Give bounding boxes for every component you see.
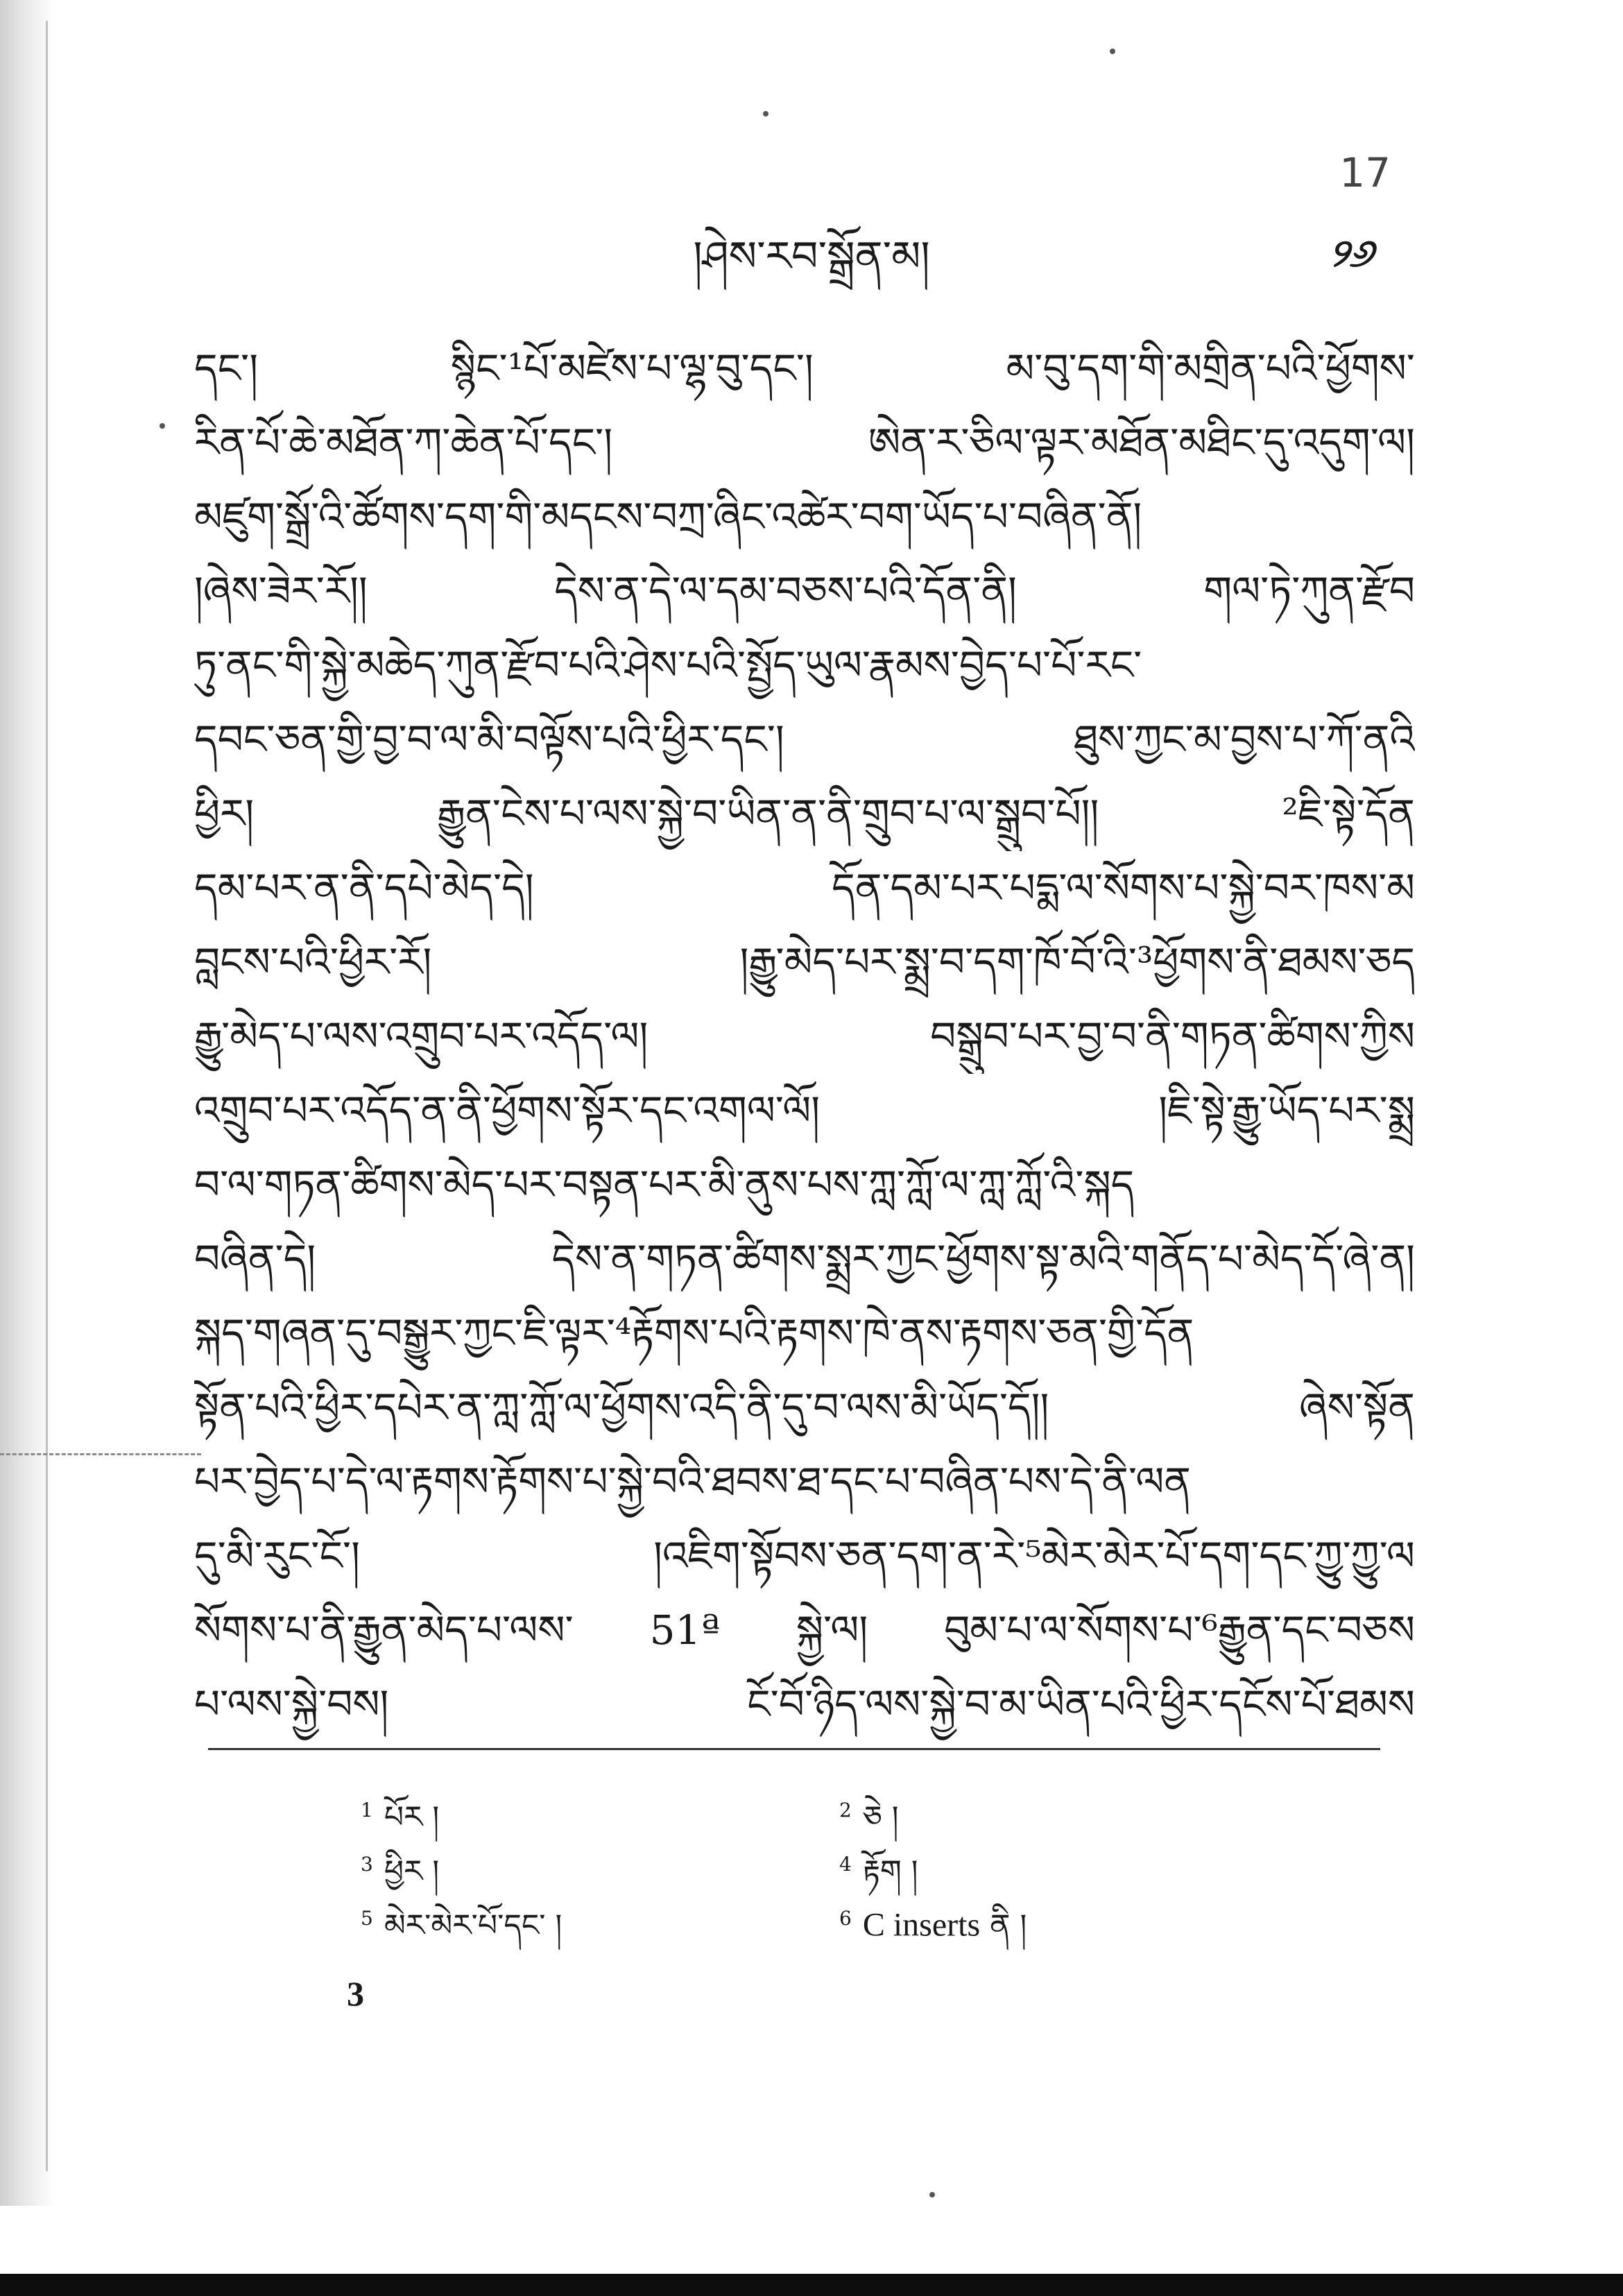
footnote-marker: 6 bbox=[839, 1907, 852, 1930]
footnote-text: ཕྱིར ། bbox=[384, 1853, 440, 1890]
text-line: པ་ལས་སྐྱེ་བས། ངོ་བོ་ཉིད་ལས་སྐྱེ་བ་མ་ཡིན་པའི་ཕྱིར་དངོས་པོ་ཐམས bbox=[194, 1681, 1415, 1728]
footnotes bbox=[361, 1783, 1401, 1949]
text-line: པར་བྱེད་པ་དེ་ལ་རྟགས་རྟོགས་པ་སྐྱེ་བའི་ཐབས་ཐ་དང་པ་བཞིན་པས་དེ་ནི་ལན bbox=[194, 1458, 1191, 1505]
text-line: རྒྱུ་མེད་པ་ལས་འགྲུབ་པར་འདོད་ལ། བསྒྲུབ་པར་བྱ་བ་ནི་གཏན་ཚིགས་ཀྱིས bbox=[194, 1013, 1415, 1060]
text-line: ཏུ་ནང་གི་སྐྱེ་མཆེད་ཀུན་རྫོབ་པའི་ཤེས་པའི་སྤྱོད་ཡུལ་རྣམས་བྱེད་པ་པོ་རང་ bbox=[194, 642, 1142, 689]
text-line: འགྲུབ་པར་འདོད་ན་ནི་ཕྱོགས་སྟོར་དང་འགལ་ལོ། །ཇི་སྟེ་རྒྱུ་ཡོད་པར་སྨྲ bbox=[194, 1087, 1415, 1134]
scan-speck bbox=[929, 2192, 935, 2198]
footnote-text: མེར་མེར་པོ་དང་ ། bbox=[384, 1908, 563, 1944]
footnote-marker: 5 bbox=[361, 1907, 373, 1930]
scan-speck bbox=[763, 111, 768, 117]
text-line: རིན་པོ་ཆེ་མཐོན་ཀ་ཆེན་པོ་དང་། ཨེན་ར་ཅིལ་ལྟར་མཐོན་མཐིང་དུ་འདུག་ལ། bbox=[194, 419, 1415, 466]
text-line: བཞིན་དེ། དེས་ན་གཏན་ཚིགས་སྨྲར་ཀྱང་ཕྱོགས་སྟ་མའི་གནོད་པ་མེད་དོ་ཞེ་ན། bbox=[194, 1235, 1415, 1283]
footnote-marker: 2 bbox=[839, 1799, 852, 1822]
text-line: དབང་ཅན་གྱི་བྱ་བ་ལ་མི་བལྟོས་པའི་ཕྱིར་དང་། ཐུས་ཀྱང་མ་བྱས་པ་ཀོ་ནའི bbox=[194, 716, 1415, 763]
text-line: སོགས་པ་ནི་རྒྱུན་མེད་པ་ལས་ 51ª སྐྱེ་ལ། བུམ་པ་ལ་སོགས་པ་⁶རྒྱུན་དང་བཅས bbox=[194, 1607, 1415, 1654]
footnote-4 bbox=[839, 1837, 918, 1892]
footnote-6 bbox=[839, 1891, 1027, 1946]
footnote-rule bbox=[208, 1748, 1380, 1750]
footnote-text: ནི ། bbox=[990, 1908, 1027, 1944]
footnote-marker: 4 bbox=[839, 1853, 852, 1876]
text-line: དུ་མི་རུང་ངོ་། །འཇིག་སྟོབས་ཅན་དག་ན་རེ་⁵མེར་མེར་པོ་དག་དང་ཀྱུ་ཀྱུ་ལ bbox=[194, 1532, 1415, 1579]
footnote-3 bbox=[361, 1837, 439, 1892]
text-line: སྐད་གཞན་དུ་བསྒྱུར་ཀྱང་ཇི་ལྟར་⁴རྟོགས་པའི་རྟགས་ཁེ་ནས་རྟགས་ཅན་གྱི་དོན bbox=[194, 1310, 1194, 1357]
fold-mark bbox=[0, 1453, 201, 1455]
footnote-text: པོར ། bbox=[384, 1799, 440, 1835]
footnote-text: རྟོག ། bbox=[862, 1853, 918, 1890]
binding-line bbox=[46, 21, 48, 2171]
scan-bottom-edge bbox=[0, 2274, 1623, 2296]
footnote-text: ཅེ ། bbox=[862, 1799, 899, 1835]
text-line: །ཞེས་ཟེར་རོ།། དེས་ན་དེ་ལ་དམ་བཅས་པའི་དོན་ནི། གལ་ཏེ་ཀུན་རྫོབ bbox=[194, 567, 1415, 615]
scan-speck bbox=[1110, 49, 1115, 54]
footnote-5 bbox=[361, 1891, 562, 1946]
footnote-2 bbox=[839, 1783, 899, 1838]
running-title: །ཤེས་རབ་སྒྲོན་མ། bbox=[693, 232, 930, 281]
scan-speck bbox=[160, 423, 165, 429]
text-line: བླངས་པའི་ཕྱིར་རོ། །རྒྱུ་མེད་པར་སྨྲ་བ་དག་ཁོ་བོ་འི་³ཕྱོགས་ནི་ཐམས་ཅད bbox=[194, 939, 1415, 986]
text-line: དམ་པར་ན་ནི་དཔེ་མེད་དེ། དོན་དམ་པར་པདྨ་ལ་སོགས་པ་སྐྱེ་བར་ཁས་མ bbox=[194, 864, 1415, 911]
text-line: བ་ལ་གཏན་ཚིགས་མེད་པར་བསྟན་པར་མི་ནུས་པས་ཀླ་ཀློ་ལ་ཀླ་ཀློ་འི་སྐད bbox=[194, 1161, 1135, 1208]
footnote-marker: 1 bbox=[361, 1799, 373, 1822]
text-line: མཛུག་སྒྲོ་འི་ཚོགས་དག་གི་མདངས་བཀྲ་ཞིང་འཚེར་བག་ཡོད་པ་བཞིན་ནོ། bbox=[194, 493, 1142, 540]
folio-number: ୨୬ bbox=[1329, 230, 1373, 276]
text-line: སྟོན་པའི་ཕྱིར་དཔེར་ན་ཀླ་ཀློ་ལ་ཕྱོགས་འདི་ནི་དུ་བ་ལས་མི་ཡོད་དོ།། ཞེས་སྟོན bbox=[194, 1384, 1415, 1431]
footnote-prefix: C inserts bbox=[862, 1906, 981, 1944]
text-line: ཕྱིར། རྒྱུན་ངེས་པ་ལས་སྐྱེ་བ་ཡིན་ན་ནི་གྲུབ་པ་ལ་སྒྲུབ་པོ།། ²ཇི་སྟེ་དོན bbox=[194, 790, 1415, 837]
corner-page-number: 17 bbox=[1339, 149, 1391, 196]
footnote-1 bbox=[361, 1783, 439, 1838]
body-text bbox=[194, 332, 1415, 1742]
text-line: དང་། སྙིང་¹པོ་མཛེས་པ་ལྷ་བུ་དང་། མ་བུ་དག་གི་མགྲིན་པའི་ཕྱོགས་ bbox=[194, 345, 1415, 392]
page-number: 3 bbox=[347, 1974, 364, 2013]
footnote-marker: 3 bbox=[361, 1853, 373, 1876]
